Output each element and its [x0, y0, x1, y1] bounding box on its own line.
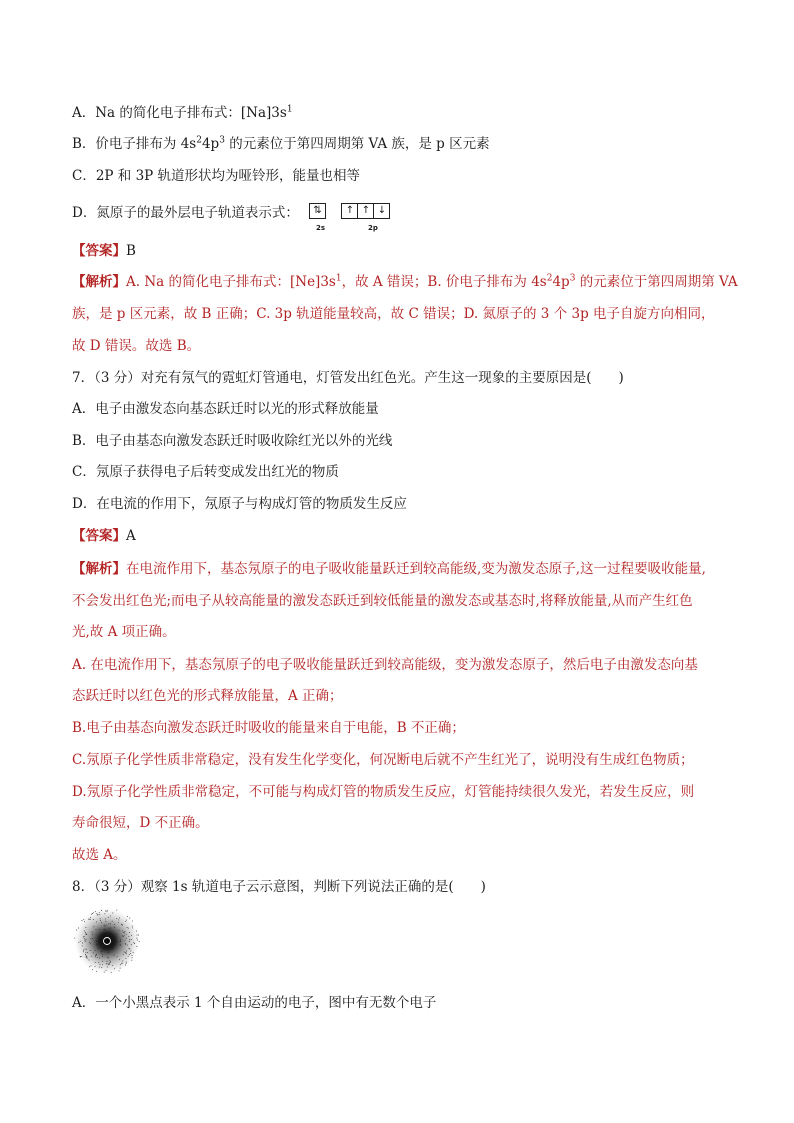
cloud-dot	[102, 964, 103, 965]
orbital-label-2p: 2p	[368, 224, 378, 232]
cloud-dot	[132, 957, 133, 958]
cloud-dot	[100, 918, 101, 919]
cloud-dot	[96, 921, 97, 922]
cloud-dot	[93, 952, 94, 953]
cloud-dot	[86, 949, 87, 950]
q7-detail-d-line-2: 寿命很短，D 不正确。	[72, 815, 209, 831]
cloud-dot	[109, 963, 110, 964]
cloud-dot	[93, 926, 94, 927]
cloud-dot	[113, 934, 114, 935]
cloud-dot	[106, 932, 107, 933]
cloud-dot	[107, 952, 108, 953]
cloud-dot	[91, 965, 92, 966]
cloud-dot	[112, 913, 113, 914]
cloud-dot	[89, 942, 90, 943]
cloud-dot	[93, 919, 94, 920]
cloud-dot	[116, 942, 117, 943]
cloud-dot	[95, 966, 96, 967]
cloud-dot	[122, 961, 123, 962]
orbital-2p	[341, 202, 389, 220]
cloud-dot	[110, 929, 111, 930]
cloud-dot	[129, 948, 130, 949]
cloud-dot	[136, 931, 137, 932]
q6-option-c: C．2P 和 3P 轨道形状均为哑铃形，能量也相等	[72, 168, 361, 184]
cloud-dot	[115, 936, 116, 937]
cloud-dot	[109, 950, 110, 951]
cloud-dot	[97, 941, 98, 942]
cloud-dot	[119, 930, 120, 931]
cloud-dot	[106, 948, 107, 949]
cloud-dot	[127, 916, 128, 917]
q6-option-b: B．价电子排布为 $4s^24p^3$ 的元素位于第四周期第 VA 族，是 p 区元素	[72, 135, 490, 152]
cloud-dot	[116, 940, 117, 941]
cloud-dot	[80, 956, 81, 957]
cloud-dot	[119, 970, 120, 971]
cloud-dot	[86, 957, 87, 958]
cloud-dot	[123, 936, 124, 937]
cloud-dot	[85, 941, 86, 942]
cloud-dot	[138, 935, 139, 936]
cloud-dot	[100, 920, 101, 921]
cloud-dot	[124, 940, 125, 941]
cloud-dot	[108, 964, 109, 965]
cloud-dot	[92, 913, 93, 914]
cloud-dot	[109, 940, 110, 941]
cloud-dot	[101, 947, 102, 948]
q7-analysis-line-1: 【解析】在电流作用下，基态氖原子的电子吸收能量跃迁到较高能级,变为激发态原子,这一过程要吸收能量,	[72, 561, 706, 577]
cloud-dot	[99, 967, 100, 968]
cloud-dot	[129, 941, 130, 942]
cloud-dot	[128, 956, 129, 957]
cloud-dot	[85, 954, 86, 955]
cloud-dot	[74, 938, 75, 939]
cloud-dot	[112, 948, 113, 949]
cloud-dot	[107, 911, 108, 912]
cloud-dot	[98, 946, 99, 947]
q7-option-a: A．电子由激发态向基态跃迁时以光的形式释放能量	[72, 401, 379, 417]
cloud-dot	[128, 936, 129, 937]
cloud-dot	[132, 955, 133, 956]
q6-analysis-line-2: 族，是 p 区元素，故 B 正确；C. 3p 轨道能量较高，故 C 错误；D. 氮原子的 3 个 3p 电子自旋方向相同，	[72, 306, 715, 322]
cloud-dot	[83, 950, 84, 951]
cloud-dot	[125, 921, 126, 922]
cloud-dot	[110, 923, 111, 924]
cloud-dot	[95, 911, 96, 912]
cloud-dot	[101, 948, 102, 949]
orbital-box-2s: ⇅	[309, 203, 326, 219]
cloud-dot	[83, 936, 84, 937]
cloud-dot	[127, 927, 128, 928]
cloud-dot	[102, 961, 103, 962]
cloud-dot	[106, 970, 107, 971]
cloud-dot	[101, 941, 102, 942]
cloud-dot	[95, 962, 96, 963]
cloud-dot	[112, 921, 113, 922]
cloud-dot	[125, 952, 126, 953]
cloud-dot	[122, 963, 123, 964]
cloud-dot	[80, 941, 81, 942]
cloud-dot	[105, 945, 106, 946]
cloud-dot	[105, 918, 106, 919]
cloud-dot	[91, 956, 92, 957]
cloud-dot	[126, 938, 127, 939]
cloud-dot	[106, 925, 107, 926]
cloud-dot	[90, 943, 91, 944]
cloud-dot	[102, 956, 103, 957]
cloud-dot	[120, 968, 121, 969]
cloud-dot	[86, 955, 87, 956]
cloud-dot	[89, 919, 90, 920]
cloud-dot	[104, 925, 105, 926]
cloud-dot	[97, 944, 98, 945]
cloud-dot	[99, 912, 100, 913]
cloud-dot	[108, 928, 109, 929]
cloud-dot	[125, 965, 126, 966]
q7-detail-a-line-2: 态跃迁时以红色光的形式释放能量，A 正确；	[72, 688, 343, 704]
cloud-dot	[101, 922, 102, 923]
q7-stem: 7．（3 分）对充有氖气的霓虹灯管通电，灯管发出红色光。产生这一现象的主要原因是( )	[72, 370, 624, 386]
cloud-dot	[120, 964, 121, 965]
cloud-dot	[119, 917, 120, 918]
cloud-dot	[132, 920, 133, 921]
electron-cloud-image	[74, 906, 144, 976]
q7-detail-a-line-1: A. 在电流作用下，基态氖原子的电子吸收能量跃迁到较高能级，变为激发态原子，然后电子由激发态向基	[72, 657, 698, 673]
cloud-dot	[130, 953, 131, 954]
cloud-dot	[120, 941, 121, 942]
cloud-dot	[96, 944, 97, 945]
orbital-2s	[309, 202, 325, 220]
q7-option-b: B．电子由基态向激发态跃迁时吸收除红光以外的光线	[72, 433, 393, 449]
cloud-dot	[137, 935, 138, 936]
cloud-dot	[124, 935, 125, 936]
cloud-dot	[86, 939, 87, 940]
q7-conclusion: 故选 A。	[72, 847, 127, 863]
cloud-dot	[95, 955, 96, 956]
cloud-dot	[118, 922, 119, 923]
orbital-box-2p-1: ↑	[341, 203, 358, 219]
cloud-dot	[83, 951, 84, 952]
cloud-dot	[99, 929, 100, 930]
cloud-dot	[78, 942, 79, 943]
q7-detail-c: C.氖原子化学性质非常稳定，没有发生化学变化，何况断电后就不产生红光了，说明没有生成红色物质；	[72, 752, 694, 768]
cloud-dot	[136, 946, 137, 947]
cloud-dot	[132, 927, 133, 928]
cloud-dot	[92, 934, 93, 935]
cloud-dot	[128, 928, 129, 929]
cloud-dot	[100, 964, 101, 965]
cloud-dot	[130, 951, 131, 952]
q6-option-a: A．Na 的简化电子排布式：$[Na]3s^1$	[72, 104, 293, 121]
cloud-dot	[125, 944, 126, 945]
cloud-dot	[96, 929, 97, 930]
cloud-dot	[126, 951, 127, 952]
q7-analysis-line-3: 光,故 A 项正确。	[72, 624, 176, 640]
q6-answer: 【答案】B	[72, 243, 136, 259]
cloud-dot	[109, 945, 110, 946]
cloud-dot	[125, 958, 126, 959]
cloud-dot	[95, 950, 96, 951]
cloud-dot	[110, 962, 111, 963]
cloud-dot	[133, 952, 134, 953]
cloud-dot	[90, 950, 91, 951]
cloud-dot	[105, 911, 106, 912]
cloud-dot	[123, 932, 124, 933]
cloud-dot	[101, 950, 102, 951]
cloud-dot	[96, 954, 97, 955]
cloud-dot	[104, 972, 105, 973]
cloud-dot	[105, 929, 106, 930]
cloud-dot	[96, 971, 97, 972]
cloud-dot	[109, 960, 110, 961]
cloud-dot	[108, 917, 109, 918]
cloud-dot	[85, 927, 86, 928]
cloud-dot	[122, 935, 123, 936]
cloud-dot	[129, 954, 130, 955]
cloud-dot	[82, 943, 83, 944]
cloud-dot	[124, 952, 125, 953]
cloud-dot	[131, 944, 132, 945]
cloud-dot	[84, 930, 85, 931]
cloud-dot	[137, 940, 138, 941]
cloud-dot	[110, 928, 111, 929]
cloud-dot	[126, 962, 127, 963]
q6-analysis-line-3: 故 D 错误。故选 B。	[72, 338, 201, 354]
cloud-dot	[105, 926, 106, 927]
cloud-dot	[101, 938, 102, 939]
cloud-dot	[83, 919, 84, 920]
cloud-dot	[120, 944, 121, 945]
cloud-dot	[93, 912, 94, 913]
cloud-dot	[121, 924, 122, 925]
cloud-dot	[129, 948, 130, 949]
cloud-dot	[114, 924, 115, 925]
cloud-dot	[116, 918, 117, 919]
cloud-dot	[84, 921, 85, 922]
q8-stem: 8．（3 分）观察 1s 轨道电子云示意图，判断下列说法正确的是( )	[72, 879, 486, 895]
cloud-dot	[123, 954, 124, 955]
cloud-dot	[98, 948, 99, 949]
cloud-dot	[103, 929, 104, 930]
cloud-dot	[76, 930, 77, 931]
cloud-dot	[116, 910, 117, 911]
cloud-dot	[92, 938, 93, 939]
cloud-dot	[87, 958, 88, 959]
q6-analysis-line-1: 【解析】A. Na 的简化电子排布式：$[Ne]3s^1$，故 A 错误；B. 价电子排布为 $4s^24p^3$ 的元素位于第四周期第 VA	[72, 273, 738, 290]
cloud-dot	[131, 935, 132, 936]
cloud-dot	[112, 965, 113, 966]
cloud-dot	[95, 956, 96, 957]
cloud-dot	[107, 967, 108, 968]
q8-option-a: A．一个小黑点表示 1 个自由运动的电子，图中有无数个电子	[72, 995, 437, 1011]
cloud-dot	[108, 957, 109, 958]
cloud-dot	[89, 960, 90, 961]
q7-answer: 【答案】A	[72, 528, 136, 544]
cloud-dot	[106, 941, 107, 942]
cloud-dot	[85, 952, 86, 953]
cloud-dot	[126, 963, 127, 964]
cloud-dot	[119, 959, 120, 960]
cloud-dot	[125, 943, 126, 944]
cloud-dot	[103, 950, 104, 951]
cloud-dot	[126, 934, 127, 935]
cloud-dot	[118, 919, 119, 920]
cloud-dot	[114, 955, 115, 956]
cloud-dot	[127, 945, 128, 946]
cloud-dot	[139, 941, 140, 942]
cloud-dot	[131, 939, 132, 940]
cloud-dot	[96, 944, 97, 945]
cloud-dot	[96, 913, 97, 914]
cloud-dot	[117, 956, 118, 957]
cloud-dot	[120, 939, 121, 940]
q7-detail-d-line-1: D.氖原子化学性质非常稳定，不可能与构成灯管的物质发生反应，灯管能持续很久发光，若发生反应，则	[72, 784, 695, 800]
cloud-dot	[107, 961, 108, 962]
cloud-dot	[124, 932, 125, 933]
cloud-dot	[136, 938, 137, 939]
cloud-dot	[97, 915, 98, 916]
cloud-dot	[114, 968, 115, 969]
cloud-dot	[116, 934, 117, 935]
cloud-dot	[104, 913, 105, 914]
cloud-dot	[110, 916, 111, 917]
cloud-dot	[131, 960, 132, 961]
cloud-dot	[87, 952, 88, 953]
cloud-dot	[124, 931, 125, 932]
cloud-dot	[90, 919, 91, 920]
cloud-dot	[84, 938, 85, 939]
cloud-dot	[86, 934, 87, 935]
cloud-dot	[91, 914, 92, 915]
cloud-dot	[82, 945, 83, 946]
cloud-dot	[112, 949, 113, 950]
cloud-dot	[86, 956, 87, 957]
cloud-dot	[101, 910, 102, 911]
q6-option-d: D．氮原子的最外层电子轨道表示式： ⇅ ↑ ↑ ↓	[72, 204, 389, 223]
cloud-dot	[99, 958, 100, 959]
cloud-dot	[133, 942, 134, 943]
cloud-dot	[85, 932, 86, 933]
cloud-dot	[89, 966, 90, 967]
cloud-dot	[102, 947, 103, 948]
cloud-dot	[101, 951, 102, 952]
cloud-dot	[92, 932, 93, 933]
orbital-label-2s: 2s	[316, 224, 326, 232]
cloud-dot	[122, 931, 123, 932]
cloud-dot	[97, 957, 98, 958]
cloud-dot	[115, 945, 116, 946]
cloud-dot	[84, 936, 85, 937]
cloud-dot	[98, 962, 99, 963]
cloud-dot	[100, 944, 101, 945]
cloud-dot	[105, 921, 106, 922]
cloud-dot	[90, 938, 91, 939]
cloud-dot	[120, 945, 121, 946]
cloud-dot	[108, 923, 109, 924]
cloud-dot	[85, 949, 86, 950]
cloud-dot	[126, 953, 127, 954]
cloud-dot	[129, 932, 130, 933]
cloud-dot	[122, 925, 123, 926]
cloud-dot	[102, 954, 103, 955]
cloud-dot	[85, 940, 86, 941]
orbital-box-2p-3: ↓	[373, 203, 390, 219]
q7-analysis-line-2: 不会发出红色光;而电子从较高能量的激发态跃迁到较低能量的激发态或基态时,将释放能量,从而产生红色	[72, 593, 693, 609]
cloud-dot	[82, 920, 83, 921]
cloud-dot	[107, 957, 108, 958]
cloud-dot	[129, 918, 130, 919]
cloud-dot	[132, 926, 133, 927]
cloud-dot	[126, 920, 127, 921]
cloud-dot	[102, 945, 103, 946]
q7-option-d: D．在电流的作用下，氖原子与构成灯管的物质发生反应	[72, 496, 407, 512]
cloud-dot	[96, 941, 97, 942]
q7-option-c: C．氖原子获得电子后转变成发出红光的物质	[72, 464, 339, 480]
cloud-dot	[114, 927, 115, 928]
q7-detail-b: B.电子由基态向激发态跃迁时吸收的能量来自于电能，B 不正确；	[72, 720, 465, 736]
orbital-box-2p-2: ↑	[357, 203, 374, 219]
cloud-dot	[81, 956, 82, 957]
cloud-dot	[99, 914, 100, 915]
cloud-dot	[102, 937, 103, 938]
cloud-dot	[111, 972, 112, 973]
cloud-dot	[101, 967, 102, 968]
cloud-dot	[92, 969, 93, 970]
cloud-dot	[134, 943, 135, 944]
cloud-dot	[78, 928, 79, 929]
cloud-dot	[109, 953, 110, 954]
cloud-dot	[106, 963, 107, 964]
cloud-dot	[108, 945, 109, 946]
cloud-dot	[119, 942, 120, 943]
cloud-dot	[90, 917, 91, 918]
cloud-dot	[129, 939, 130, 940]
